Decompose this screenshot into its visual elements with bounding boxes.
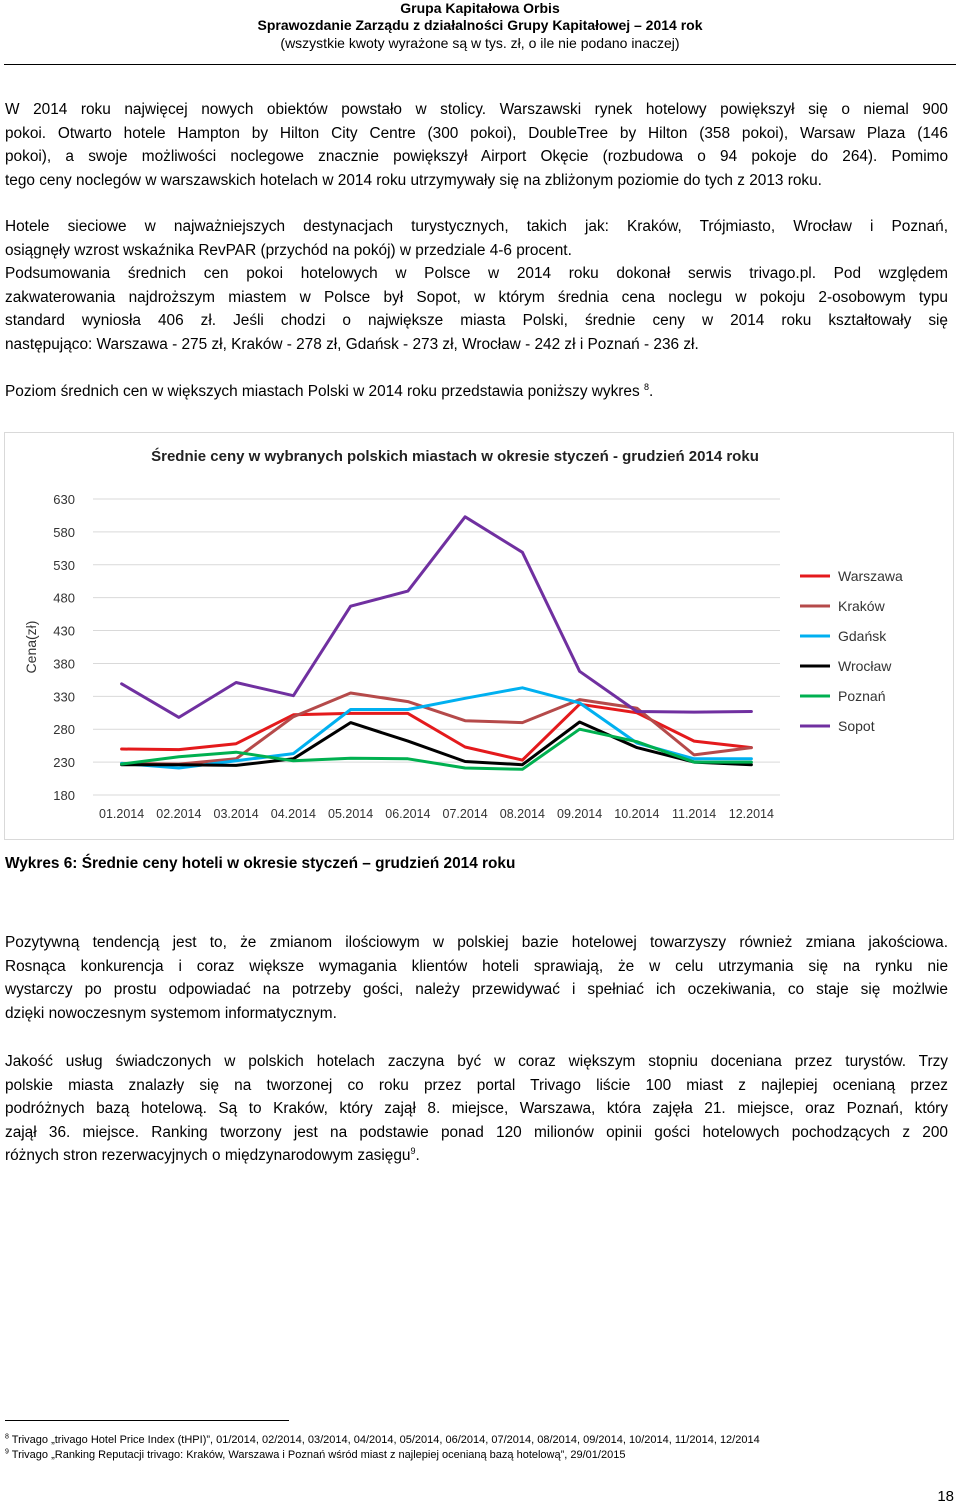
x-tick-label: 05.2014: [328, 807, 374, 821]
text-line: zajął 36. miejsce. Ranking tworzony jest na podstawie ponad 120 milionów opinii gości hotelowych pochodzących z 200: [5, 1123, 948, 1141]
y-tick-label: 230: [53, 755, 75, 771]
footnote-text: Trivago „Ranking Reputacji trivago: Kraków, Warszawa i Poznań wśród miast z najlepiej ocenianą bazą hotelową”, 29/01/2015: [11, 1449, 626, 1461]
chart-caption: Wykres 6: Średnie ceny hoteli w okresie styczeń – grudzień 2014 roku: [5, 855, 516, 872]
text-line: Pozytywną tendencją jest to, że zmianom ilościowym w polskiej bazie hotelowej towarzyszy również zmiana jakościowa.: [5, 934, 948, 951]
y-tick-label: 580: [53, 524, 75, 540]
x-tick-label: 12.2014: [728, 807, 774, 821]
x-tick-label: 02.2014: [156, 807, 202, 821]
series-line-sopot: [122, 517, 752, 718]
y-tick-label: 530: [53, 557, 75, 573]
footnote-number: 9: [5, 1448, 9, 1456]
header-report-title: Sprawozdanie Zarządu z działalności Grupy Kapitałowej – 2014 rok: [257, 17, 703, 33]
legend-label: Sopot: [838, 718, 875, 734]
x-tick-label: 06.2014: [385, 807, 431, 821]
x-tick-label: 07.2014: [442, 807, 488, 821]
footnote-ref: 9: [410, 1146, 416, 1157]
sentence-end: .: [415, 1147, 420, 1165]
text-line: standard wyniosła 406 zł. Jeśli chodzi o największe miasta Polski, średnie ceny w 2014 roku kształtowały się: [5, 312, 948, 330]
footnote-divider: [5, 1420, 289, 1421]
footnote-text: Trivago „trivago Hotel Price Index (tHPI)”, 01/2014, 02/2014, 03/2014, 04/2014, 05/2014, 06/2014, 07/2014, 08/2014, 09/2014, 10/2014, 11/2014, 12/2014: [11, 1434, 760, 1446]
text-line: pokoi), a swoje możliwości noclegowe znacznie powiększył Airport Okęcie (rozbudowa o 94 pokoje do 264). Pomimo: [5, 148, 948, 166]
legend-label: Gdańsk: [838, 628, 887, 644]
x-tick-label: 08.2014: [499, 807, 545, 821]
footnote-number: 8: [5, 1433, 9, 1441]
header-divider: [4, 64, 956, 65]
text-line: W 2014 roku najwięcej nowych obiektów powstało w stolicy. Warszawski rynek hotelowy powiększył się o niemal 900: [5, 101, 948, 118]
legend-label: Kraków: [838, 598, 885, 614]
page-number: 18: [937, 1488, 954, 1505]
legend-label: Poznań: [838, 688, 886, 704]
chart-intro-text: Poziom średnich cen w większych miastach Polski w 2014 roku przedstawia poniższy wykres: [5, 383, 640, 400]
paragraph-new-hotels: [5, 98, 948, 192]
x-tick-label: 09.2014: [557, 807, 603, 821]
y-tick-label: 180: [53, 788, 75, 803]
y-tick-label: 330: [53, 689, 75, 705]
text-line: różnych stron rezerwacyjnych o międzynarodowym zasięgu: [5, 1147, 411, 1165]
price-chart: [4, 432, 954, 840]
footnote-8: [5, 1434, 760, 1446]
footnote-9: [5, 1449, 625, 1461]
y-tick-label: 430: [53, 623, 75, 639]
footnote-ref: 8: [643, 381, 649, 392]
x-tick-label: 03.2014: [213, 807, 259, 821]
text-line: osiągnęły wzrost wskaźnika RevPAR (przychód na pokój) w przedziale 4-6 procent.: [5, 241, 572, 259]
series-line-gdańsk: [122, 688, 752, 768]
sentence-end: .: [648, 383, 654, 400]
y-tick-label: 480: [53, 590, 75, 606]
y-axis-label: Cena(zł): [23, 620, 39, 674]
text-line: zakwaterowania najdroższym miastem w Polsce był Sopot, w którym średnia cena noclegu w pokoju 2-osobowym typu: [5, 288, 948, 306]
paragraph-quality: [5, 931, 948, 1025]
chart-title: Średnie ceny w wybranych polskich miastach w okresie styczeń - grudzień 2014 roku: [151, 448, 759, 465]
text-line: polskie miasta znalazły się na tworzonej co roku przez portal Trivago liście 100 miast z najlepiej ocenianą przez: [5, 1076, 948, 1094]
text-line: następująco: Warszawa - 275 zł, Kraków - 278 zł, Gdańsk - 273 zł, Wrocław - 242 zł i Poznań - 236 zł.: [5, 335, 699, 353]
text-line: podróżnych bazą hotelową. Są to Kraków, który zajął 8. miejsce, Warszawa, która zajęła 21. miejsce, oraz Poznań, który: [5, 1100, 948, 1118]
paragraph-chart-intro: [5, 380, 948, 404]
x-tick-label: 10.2014: [614, 807, 660, 821]
text-line: tego ceny noclegów w warszawskich hotelach w 2014 roku utrzymywały się na zbliżonym poziomie do tych z 2013 roku.: [5, 171, 822, 189]
text-line: Podsumowania średnich cen pokoi hotelowych w Polsce w 2014 roku dokonał serwis trivago.pl. Pod względem: [5, 265, 948, 283]
paragraph-ranking: [5, 1050, 948, 1168]
x-tick-label: 04.2014: [270, 807, 316, 821]
text-line: Rosnąca konkurencja i coraz większe wymagania klientów hoteli sprawiają, że w celu utrzymania się na rynku nie: [5, 957, 948, 975]
x-tick-label: 11.2014: [671, 807, 717, 821]
legend-label: Warszawa: [838, 568, 903, 584]
paragraph-revpar: [5, 215, 948, 357]
header-note: (wszystkie kwoty wyrażone są w tys. zł, o ile nie podano inaczej): [280, 35, 680, 51]
y-tick-label: 380: [53, 656, 75, 672]
x-tick-label: 01.2014: [99, 807, 145, 821]
line-chart-svg: [5, 433, 953, 839]
text-line: Hotele sieciowe w najważniejszych destynacjach turystycznych, takich jak: Kraków, Trójmiasto, Wrocław i Poznań,: [5, 218, 948, 235]
y-tick-label: 280: [53, 722, 75, 738]
y-tick-label: 630: [53, 492, 75, 507]
text-line: pokoi. Otwarto hotele Hampton by Hilton City Centre (300 pokoi), DoubleTree by Hilton (358 pokoi), Warsaw Plaza (146: [5, 124, 948, 142]
header-company: Grupa Kapitałowa Orbis: [400, 0, 560, 16]
text-line: wystarczy po prostu odpowiadać na potrzeby gości, należy przewidywać i spełniać ich oczekiwania, co staje się możlwie: [5, 981, 948, 999]
text-line: dzięki nowoczesnym systemom informatycznym.: [5, 1004, 337, 1022]
legend-label: Wrocław: [838, 658, 892, 674]
text-line: Jakość usług świadczonych w polskich hotelach zaczyna być w coraz większym stopniu doceniana przez turystów. Trzy: [5, 1053, 948, 1070]
